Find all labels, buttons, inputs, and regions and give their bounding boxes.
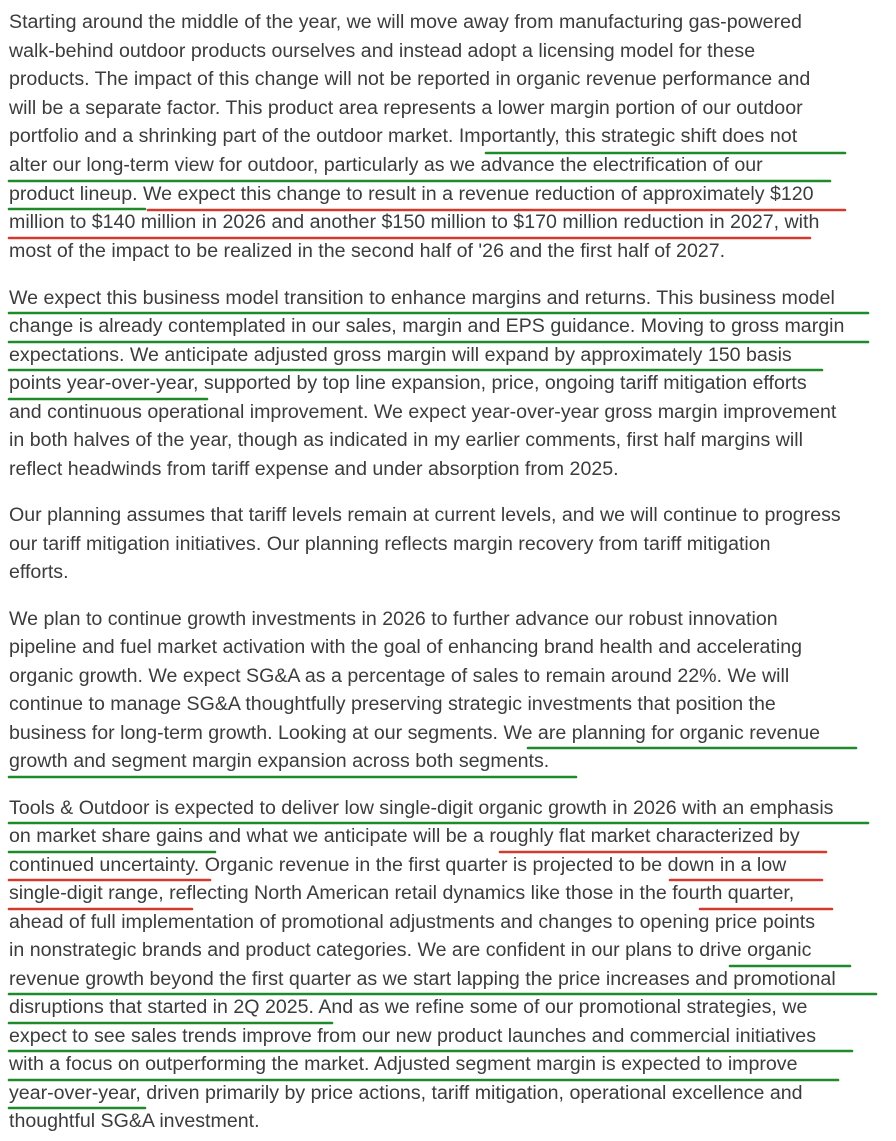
text-line: continue to manage SG&A thoughtfully preserving strategic investments that position the: [9, 693, 776, 715]
text-line: walk-behind outdoor products ourselves and instead adopt a licensing model for these: [9, 40, 756, 62]
text-line: most of the impact to be realized in the second half of '26 and the first half of 2027.: [9, 240, 726, 262]
text-line: on market share gains and what we anticipate will be a roughly flat market characterized by: [9, 825, 800, 847]
text-line: and continuous operational improvement. We expect year-over-year gross margin improvement: [9, 401, 837, 423]
text-line: growth and segment margin expansion across both segments.: [9, 750, 550, 772]
text-line: products. The impact of this change will not be reported in organic revenue performance and: [9, 68, 811, 90]
text-line: revenue growth beyond the first quarter as we start lapping the price increases and promotional: [9, 968, 836, 990]
text-line: Starting around the middle of the year, we will move away from manufacturing gas-powered: [9, 11, 802, 33]
text-line: business for long-term growth. Looking at our segments. We are planning for organic revenue: [9, 722, 821, 744]
text-line: in both halves of the year, though as indicated in my earlier comments, first half margins will: [9, 429, 803, 451]
text-line: single-digit range, reflecting North American retail dynamics like those in the fourth quarter,: [9, 882, 795, 904]
text-line: our tariff mitigation initiatives. Our planning reflects margin recovery from tariff mitigation: [9, 533, 771, 555]
text-line: Tools & Outdoor is expected to deliver low single-digit organic growth in 2026 with an emphasis: [9, 797, 834, 819]
text-line: Our planning assumes that tariff levels remain at current levels, and we will continue to progress: [9, 504, 841, 526]
text-line: will be a separate factor. This product area represents a lower margin portion of our outdoor: [9, 97, 803, 119]
text-line: product lineup. We expect this change to result in a revenue reduction of approximately $120: [9, 183, 814, 205]
text-line: expect to see sales trends improve from our new product launches and commercial initiatives: [9, 1025, 816, 1047]
text-line: million to $140 million in 2026 and another $150 million to $170 million reduction in 2027, with: [9, 211, 820, 233]
text-line: change is already contemplated in our sales, margin and EPS guidance. Moving to gross margin: [9, 315, 845, 337]
text-line: disruptions that started in 2Q 2025. And as we refine some of our promotional strategies, we: [9, 996, 808, 1018]
text-line: We plan to continue growth investments in 2026 to further advance our robust innovation: [9, 608, 778, 630]
text-line: ahead of full implementation of promotional adjustments and changes to opening price points: [9, 911, 816, 933]
text-line: thoughtful SG&A investment.: [9, 1110, 260, 1132]
text-line: portfolio and a shrinking part of the outdoor market. Importantly, this strategic shift does not: [9, 125, 798, 147]
text-line: alter our long-term view for outdoor, particularly as we advance the electrification of our: [9, 154, 763, 176]
text-line: points year-over-year, supported by top line expansion, price, ongoing tariff mitigation efforts: [9, 372, 807, 394]
text-line: with a focus on outperforming the market. Adjusted segment margin is expected to improve: [9, 1053, 798, 1075]
text-line: pipeline and fuel market activation with the goal of enhancing brand health and accelerating: [9, 636, 802, 658]
text-line: organic growth. We expect SG&A as a percentage of sales to remain around 22%. We will: [9, 665, 790, 687]
text-line: continued uncertainty. Organic revenue in the first quarter is projected to be down in a low: [9, 854, 787, 876]
text-line: in nonstrategic brands and product categories. We are confident in our plans to drive organic: [9, 939, 812, 961]
text-line: efforts.: [9, 561, 69, 583]
text-line: year-over-year, driven primarily by price actions, tariff mitigation, operational excellence and: [9, 1082, 803, 1104]
text-line: reflect headwinds from tariff expense and under absorption from 2025.: [9, 458, 619, 480]
text-line: expectations. We anticipate adjusted gross margin will expand by approximately 150 basis: [9, 344, 792, 366]
text-line: We expect this business model transition to enhance margins and returns. This business model: [9, 287, 835, 309]
